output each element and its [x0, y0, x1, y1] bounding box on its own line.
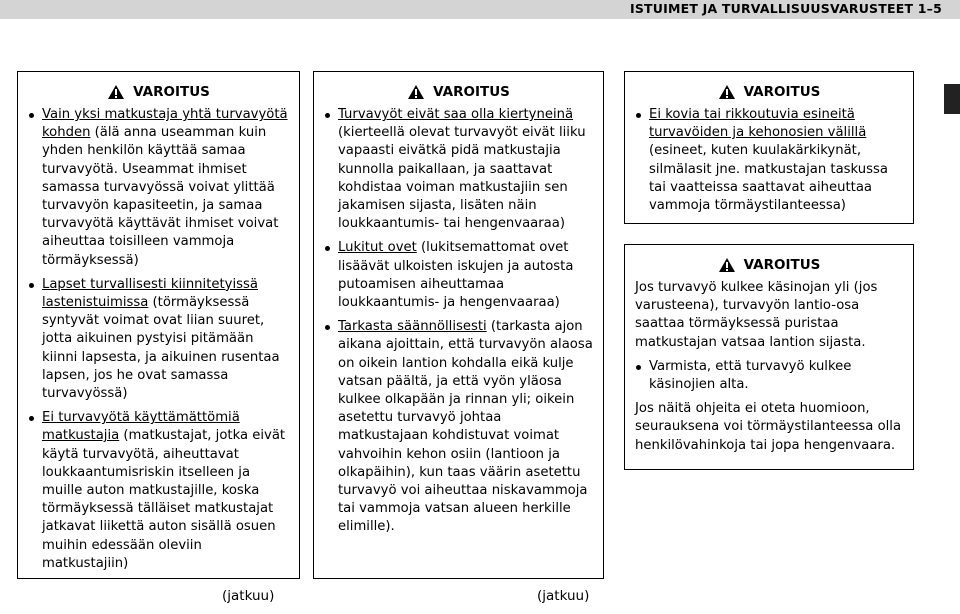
warning-list [635, 358, 903, 394]
list-item: Lukitut ovet (lukitsemattomat ovet lisäävät ulkoisten iskujen ja autosta putoamisen aiheuttamaa loukkaantumis- ja hengenvaaraa) [324, 239, 593, 312]
warning-triangle-icon [718, 257, 736, 273]
section-title: ISTUIMET JA TURVALLISUUSVARUSTEET 1–5 [629, 1, 942, 16]
warning-outro: Jos näitä ohjeita ei oteta huomioon, seurauksena voi törmäystilanteessa olla henkilövahinkoja tai jopa hengenvaara. [635, 401, 902, 453]
continued-label: (jatkuu) [537, 588, 590, 604]
warning-list [324, 106, 593, 537]
warning-heading: VAROITUS [324, 82, 593, 102]
warning-heading: VAROITUS [28, 82, 289, 102]
warning-list [635, 106, 903, 215]
warning-box-4 [624, 244, 914, 470]
warning-intro: Jos turvavyö kulkee käsinojan yli (jos varusteena), turvavyön lantio-osa saattaa törmäyksessä puristaa matkustajan vatsaa lantion sijasta. [635, 280, 878, 350]
list-item: Tarkasta säännöllisesti (tarkasta ajon aikana ajoittain, että turvavyön alaosa on oikein lantion kohdalla eikä kulje vatsan päältä, ja että vyön yläosa kulkee olkapään ja rinnan yli; oikein asetettu turvavyö johtaa matkustajaan kohdistuvat voimat vahvoihin kehon osiin (lantioon ja olkapäihin), kun taas väärin asetettu turvavyö voi aiheuttaa niskavammoja tai vammoja vatsan alueen herkille elimille). [324, 318, 593, 536]
list-item: Lapset turvallisesti kiinnitetyissä lastenistuimissa (törmäyksessä syntyvät voimat ovat liian suuret, jotta aikuinen pystyisi pitämään kiinni lapsesta, ja aikuinen rusentaa lapsen, jos he ovat samassa turvavyössä) [28, 276, 289, 403]
warning-box-1 [17, 71, 300, 579]
warning-heading: VAROITUS [635, 255, 903, 275]
warning-box-3 [624, 71, 914, 224]
continued-label: (jatkuu) [222, 588, 275, 604]
warning-list [28, 106, 289, 573]
list-item: Turvavyöt eivät saa olla kiertyneinä (kierteellä olevat turvavyöt eivät liiku vapaasti eivätkä pidä matkustajia kunnolla paikallaan, ja saattavat kohdistaa voiman matkustajiin sen jakamisen sijasta, lisäten näin loukkaantumis- tai hengenvaaraa) [324, 106, 593, 233]
section-tab-marker [944, 84, 960, 114]
list-item: Ei kovia tai rikkoutuvia esineitä turvavöiden ja kehonosien välillä (esineet, kuten kuulakärkikynät, silmälasit jne. matkustajan taskussa tai vaatteissa saattavat aiheuttaa vammoja törmäystilanteessa) [635, 106, 903, 215]
warning-triangle-icon [718, 84, 736, 100]
list-item: Vain yksi matkustaja yhtä turvavyötä kohden (älä anna useamman kuin yhden henkilön käyttää samaa turvavyötä. Useammat ihmiset samassa turvavyössä voivat ylittää turvavyön kapasiteetin, ja samaa turvavyötä käyttävät ihmiset voivat aiheuttaa toisilleen vammoja törmäyksessä) [28, 106, 289, 270]
page-header [0, 0, 960, 19]
list-item: Varmista, että turvavyö kulkee käsinojien alta. [635, 358, 903, 394]
warning-heading: VAROITUS [635, 82, 903, 102]
warning-triangle-icon [107, 84, 125, 100]
warning-box-2 [313, 71, 604, 579]
warning-triangle-icon [407, 84, 425, 100]
list-item: Ei turvavyötä käyttämättömiä matkustajia (matkustajat, jotka eivät käytä turvavyötä, aiheuttavat loukkaantumisriskin itselleen ja muille auton matkustajille, koska törmäyksessä tälläiset matkustajat jatkavat liikettä auton sisällä osuen muihin edessään oleviin matkustajiin) [28, 409, 289, 573]
